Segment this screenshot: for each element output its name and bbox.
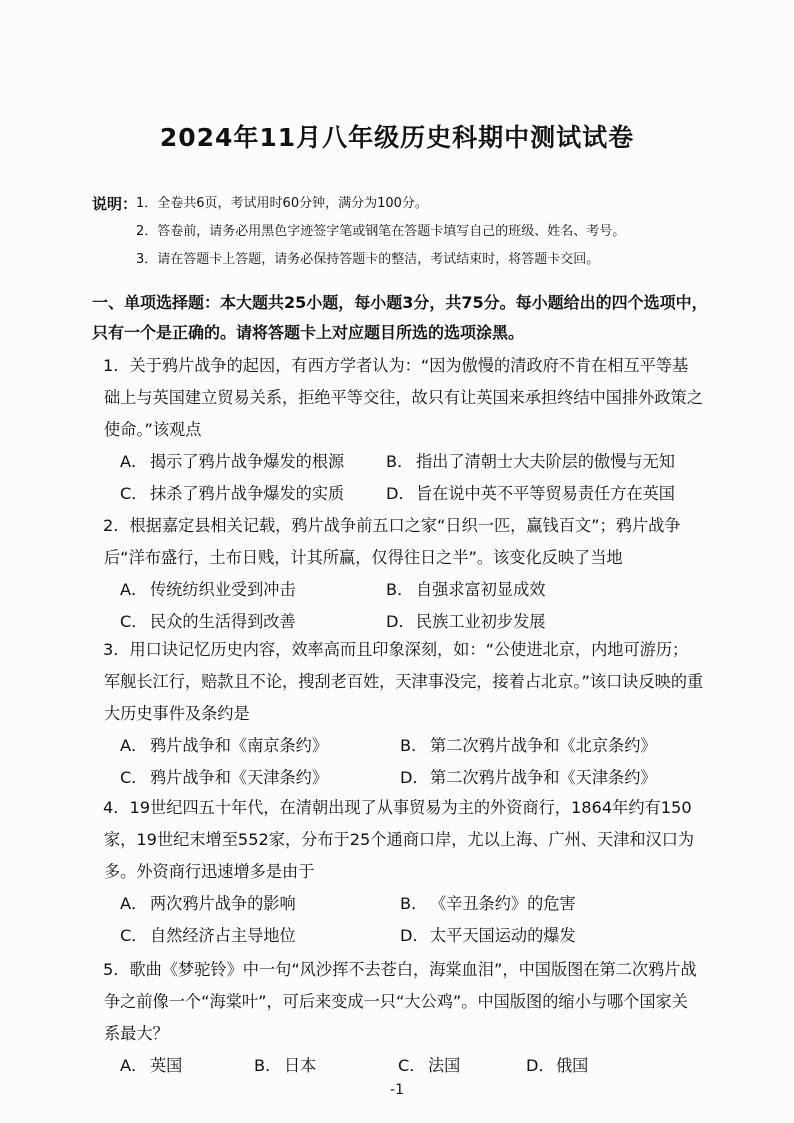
question-3: [104, 634, 704, 794]
instructions-label: 说明：: [92, 195, 138, 213]
option-a: [120, 574, 296, 606]
question-2: [104, 510, 704, 638]
option-text: 旨在说中英不平等贸易责任方在英国: [416, 484, 675, 503]
option-text: 传统纺织业受到冲击: [150, 580, 296, 599]
option-text: 太平天国运动的爆发: [430, 926, 576, 945]
option-text: 第二次鸦片战争和《天津条约》: [430, 768, 657, 787]
option-key: B．: [254, 1056, 282, 1075]
option-text: 英国: [150, 1056, 183, 1075]
option-text: 民众的生活得到改善: [150, 612, 296, 631]
option-b: [386, 574, 546, 606]
option-key: B．: [386, 452, 414, 471]
option-text: 民族工业初步发展: [416, 612, 546, 631]
option-key: B．: [400, 894, 428, 913]
option-text: 日本: [284, 1056, 317, 1075]
question-stem: 4．19世纪四五十年代，在清朝出现了从事贸易为主的外资商行，1864年约有150家，19世纪末增至552家，分布于25个通商口岸，尤以上海、广州、天津和汉口为多。外资商行迅速增多是由于: [103, 798, 695, 881]
option-key: B．: [400, 736, 428, 755]
option-key: A．: [120, 736, 148, 755]
option-key: D．: [386, 484, 415, 503]
option-d: [386, 478, 675, 510]
option-b: [400, 888, 576, 920]
option-d: [400, 762, 657, 794]
options-row: [104, 888, 704, 920]
question-stem: 5．歌曲《梦驼铃》中一句“风沙挥不去苍白，海棠血泪”，中国版图在第二次鸦片战争之前像一个“海棠叶”，可后来变成一只“大公鸡”。中国版图的缩小与哪个国家关系最大？: [103, 960, 697, 1043]
option-text: 揭示了鸦片战争爆发的根源: [150, 452, 345, 471]
option-key: C．: [398, 1056, 426, 1075]
instruction-item: 2．答卷前，请务必用黑色字迹签字笔或钢笔在答题卡填写自己的班级、姓名、考号。: [136, 224, 626, 239]
option-key: D．: [386, 612, 415, 631]
exam-title: 2024年11月八年级历史科期中测试试卷: [159, 123, 635, 152]
option-b: [400, 730, 657, 762]
option-c: [120, 762, 328, 794]
option-b: [254, 1050, 316, 1082]
option-key: B．: [386, 580, 414, 599]
options-row: [104, 574, 704, 606]
option-text: 法国: [428, 1056, 461, 1075]
option-c: [398, 1050, 460, 1082]
option-d: [400, 920, 576, 952]
instruction-item: 1．全卷共6页，考试用时60分钟，满分为100分。: [136, 196, 428, 211]
option-text: 《辛丑条约》的危害: [430, 894, 576, 913]
option-key: D．: [400, 926, 429, 945]
question-1: [104, 350, 704, 510]
question-4: [104, 792, 704, 952]
option-key: A．: [120, 452, 148, 471]
options-row: [104, 762, 704, 794]
option-key: D．: [526, 1056, 555, 1075]
option-key: A．: [120, 894, 148, 913]
option-a: [120, 730, 328, 762]
page-number: -1: [390, 1082, 404, 1098]
option-key: A．: [120, 1056, 148, 1075]
section-heading: 一、单项选择题：本大题共25小题，每小题3分，共75分。每小题给出的四个选项中，只有一个是正确的。请将答题卡上对应题目所选的选项涂黑。: [92, 293, 708, 342]
option-text: 自强求富初显成效: [416, 580, 546, 599]
question-stem: 1．关于鸦片战争的起因，有西方学者认为：“因为傲慢的清政府不肯在相互平等基础上与英国建立贸易关系，拒绝平等交往，故只有让英国来承担终结中国排外政策之使命。”该观点: [103, 356, 703, 439]
option-key: C．: [120, 484, 148, 503]
option-key: C．: [120, 612, 148, 631]
options-row: [104, 446, 704, 478]
option-b: [386, 446, 675, 478]
question-stem: 2．根据嘉定县相关记载，鸦片战争前五口之家“日织一匹，赢钱百文”；鸦片战争后“洋布盛行，土布日贱，计其所赢，仅得往日之半”。该变化反映了当地: [103, 516, 681, 567]
options-row: [104, 478, 704, 510]
options-row: [104, 1050, 704, 1082]
options-row: [104, 920, 704, 952]
question-5: [104, 954, 704, 1082]
option-key: D．: [400, 768, 429, 787]
option-text: 鸦片战争和《天津条约》: [150, 768, 329, 787]
instructions: [92, 192, 752, 276]
question-stem: 3．用口诀记忆历史内容，效率高而且印象深刻，如：“公使进北京，内地可游历；军舰长江行，赔款且不论，搜刮老百姓，天津事没完，接着占北京。”该口诀反映的重大历史事件及条约是: [103, 640, 704, 723]
option-text: 指出了清朝士大夫阶层的傲慢与无知: [416, 452, 675, 471]
option-c: [120, 920, 296, 952]
option-text: 俄国: [556, 1056, 589, 1075]
option-text: 自然经济占主导地位: [150, 926, 296, 945]
option-key: C．: [120, 768, 148, 787]
options-row: [104, 730, 704, 762]
option-text: 鸦片战争和《南京条约》: [150, 736, 329, 755]
option-key: A．: [120, 580, 148, 599]
option-text: 第二次鸦片战争和《北京条约》: [430, 736, 657, 755]
option-a: [120, 1050, 182, 1082]
option-text: 两次鸦片战争的影响: [150, 894, 296, 913]
instruction-item: 3．请在答题卡上答题，请务必保持答题卡的整洁，考试结束时，将答题卡交回。: [136, 252, 600, 267]
option-a: [120, 888, 296, 920]
option-d: [526, 1050, 588, 1082]
option-c: [120, 478, 344, 510]
option-text: 抹杀了鸦片战争爆发的实质: [150, 484, 345, 503]
option-key: C．: [120, 926, 148, 945]
option-a: [120, 446, 344, 478]
